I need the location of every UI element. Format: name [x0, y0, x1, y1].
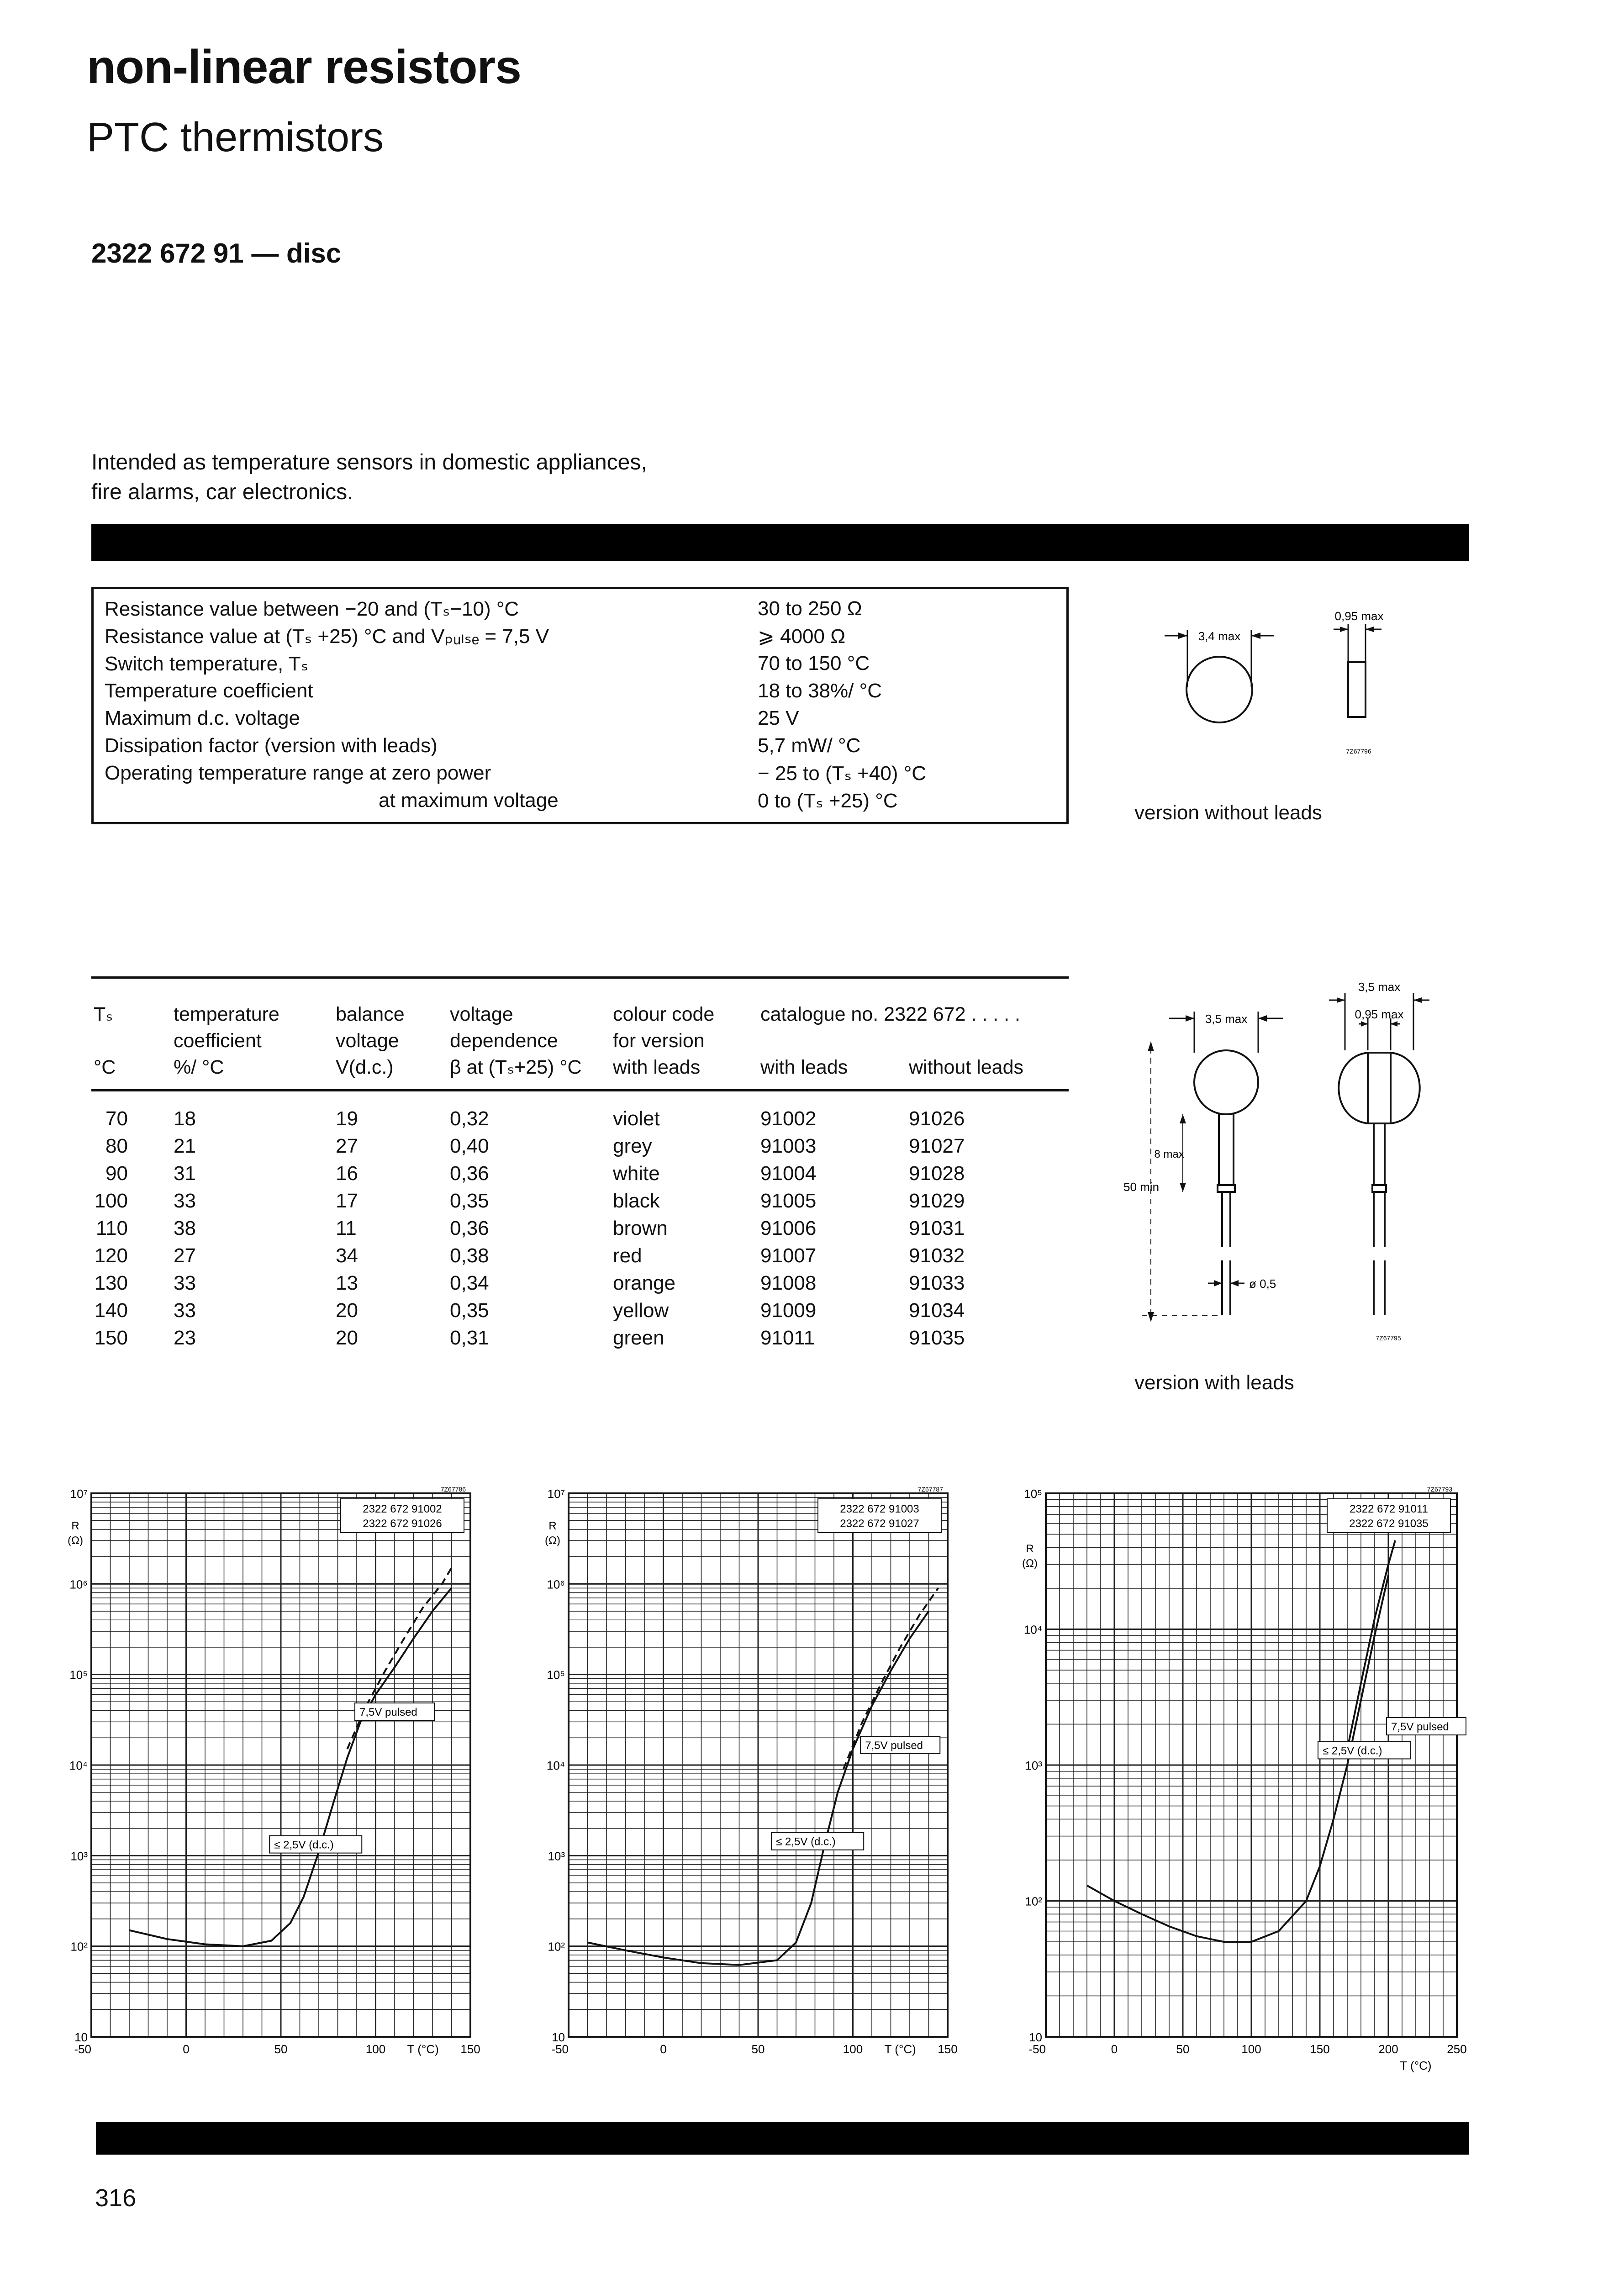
y-tick-label: 10	[74, 2030, 88, 2044]
chart-grid	[91, 1493, 470, 2037]
spec-row	[105, 734, 1064, 762]
cell-with: 91002	[760, 1107, 817, 1130]
y-tick-label: 10⁶	[547, 1577, 565, 1592]
cell-tc: 31	[174, 1162, 196, 1185]
drawing-ref: 7Z67796	[1346, 748, 1371, 755]
col-header-vd-2: dependence	[450, 1030, 558, 1052]
y-axis-label: R	[71, 1520, 79, 1533]
cell-without: 91027	[909, 1135, 965, 1157]
spec-row	[105, 652, 1064, 680]
y-tick-label: 10³	[70, 1849, 88, 1863]
cell-tc: 33	[174, 1299, 196, 1322]
cell-with: 91009	[760, 1299, 817, 1322]
table-rule-header	[91, 1089, 1069, 1091]
spec-row	[105, 680, 1064, 707]
cell-bv: 13	[336, 1272, 358, 1294]
spec-value: ⩾ 4000 Ω	[758, 625, 846, 648]
x-tick-label: 200	[1378, 2042, 1398, 2056]
spec-value: 70 to 150 °C	[758, 652, 870, 675]
spec-row	[105, 789, 1064, 817]
cell-cc: red	[613, 1244, 642, 1267]
x-tick-label: 100	[365, 2042, 386, 2056]
col-header-bv-3: V(d.c.)	[336, 1056, 394, 1078]
x-tick-label: 50	[751, 2042, 765, 2056]
cell-vd: 0,34	[450, 1272, 489, 1294]
col-header-bv-2: voltage	[336, 1030, 399, 1052]
y-tick-label: 10⁶	[69, 1577, 88, 1592]
cell-with: 91005	[760, 1190, 817, 1212]
cell-cc: grey	[613, 1135, 652, 1157]
cell-vd: 0,40	[450, 1135, 489, 1157]
annotation-label: ≤ 2,5V (d.c.)	[776, 1835, 836, 1848]
cell-bv: 34	[336, 1244, 358, 1267]
legend-entry: 2322 672 91026	[363, 1518, 442, 1530]
y-tick-label: 10⁴	[1023, 1623, 1042, 1637]
cell-ts: 150	[94, 1327, 128, 1349]
cell-without: 91031	[909, 1217, 965, 1239]
x-tick-label: 250	[1447, 2042, 1467, 2056]
cell-with: 91004	[760, 1162, 817, 1185]
spec-value: 25 V	[758, 707, 799, 729]
x-tick-label: 100	[843, 2042, 863, 2056]
annotation-label: 7,5V pulsed	[1391, 1721, 1449, 1734]
cell-bv: 19	[336, 1107, 358, 1130]
y-tick-label: 10⁴	[546, 1759, 565, 1772]
x-tick-label: 100	[1241, 2042, 1261, 2056]
col-header-cc-3: with leads	[613, 1056, 701, 1078]
dim-thickness-label: 0,95 max	[1334, 609, 1384, 623]
y-tick-label: 10²	[548, 1940, 565, 1954]
cell-vd: 0,31	[450, 1327, 489, 1349]
spec-label: Resistance value at (Tₛ +25) °C and Vₚᵤₗₛₑ = 7,5 V	[105, 625, 549, 648]
y-axis-unit: (Ω)	[1022, 1557, 1038, 1570]
chart-ref: 7Z67786	[440, 1486, 466, 1493]
chart-grid	[1046, 1493, 1457, 2037]
cell-without: 91035	[909, 1327, 965, 1349]
part-number: 2322 672 91 — disc	[91, 238, 342, 269]
spec-value: 5,7 mW/ °C	[758, 734, 861, 757]
chart-ref: 7Z67793	[1427, 1486, 1452, 1493]
x-tick-label: 150	[1310, 2042, 1330, 2056]
y-tick-label: 10³	[1025, 1759, 1042, 1772]
x-tick-label: 0	[1111, 2042, 1118, 2056]
spec-label: Resistance value between −20 and (Tₛ−10) °C	[105, 598, 519, 620]
col-header-catalogue: catalogue no. 2322 672 . . . . .	[760, 1003, 1020, 1025]
cell-bv: 17	[336, 1190, 358, 1212]
cell-bv: 27	[336, 1135, 358, 1157]
spec-label: Maximum d.c. voltage	[105, 707, 300, 729]
legend-entry: 2322 672 91011	[1350, 1503, 1428, 1515]
legend-entry: 2322 672 91035	[1349, 1518, 1429, 1530]
annotation-label: ≤ 2,5V (d.c.)	[274, 1839, 334, 1851]
cell-bv: 16	[336, 1162, 358, 1185]
spec-value: − 25 to (Tₛ +40) °C	[758, 762, 927, 785]
y-axis-unit: (Ω)	[545, 1534, 560, 1547]
spec-value: 30 to 250 Ω	[758, 597, 862, 620]
x-tick-label: -50	[551, 2042, 569, 2056]
col-header-vd-3: β at (Tₛ+25) °C	[450, 1056, 582, 1078]
y-axis-label: R	[548, 1520, 557, 1533]
spec-row	[105, 625, 1064, 652]
annotation-label: 7,5V pulsed	[359, 1706, 417, 1719]
cell-tc: 33	[174, 1190, 196, 1212]
col-header-cat-with: with leads	[760, 1056, 848, 1078]
cell-ts: 100	[94, 1190, 128, 1212]
dim-thickness-label: 0,95 max	[1355, 1007, 1404, 1021]
chart-grid	[569, 1493, 948, 2037]
cell-ts: 110	[95, 1217, 128, 1239]
cell-bv: 11	[336, 1217, 357, 1239]
cell-ts: 120	[94, 1244, 128, 1267]
dim-diameter-label: 3,4 max	[1198, 629, 1241, 643]
x-tick-label: 50	[274, 2042, 288, 2056]
spec-label: at maximum voltage	[379, 789, 559, 812]
spec-row	[105, 762, 1064, 789]
cell-without: 91033	[909, 1272, 965, 1294]
cell-cc: white	[613, 1162, 660, 1185]
col-header-cc-1: colour code	[613, 1003, 715, 1025]
cell-vd: 0,35	[450, 1299, 489, 1322]
drawing-with-leads	[1114, 973, 1461, 1347]
y-tick-label: 10³	[548, 1849, 565, 1863]
y-tick-label: 10²	[1025, 1894, 1042, 1908]
caption-without-leads: version without leads	[1134, 801, 1322, 824]
dim-diameter-label: 3,5 max	[1205, 1012, 1248, 1026]
x-axis-label: T (°C)	[1400, 2059, 1432, 2072]
intro-line-1: Intended as temperature sensors in domestic appliances,	[91, 450, 647, 474]
cell-cc: orange	[613, 1272, 676, 1294]
x-tick-label: 150	[460, 2042, 480, 2056]
cell-with: 91003	[760, 1135, 817, 1157]
cell-without: 91032	[909, 1244, 965, 1267]
spec-label: Temperature coefficient	[105, 680, 313, 702]
intro-line-2: fire alarms, car electronics.	[91, 480, 353, 504]
spec-value: 18 to 38%/ °C	[758, 680, 882, 702]
cell-cc: black	[613, 1190, 660, 1212]
col-header-bv-1: balance	[336, 1003, 405, 1025]
col-header-cc-2: for version	[613, 1030, 705, 1052]
col-header-vd-1: voltage	[450, 1003, 513, 1025]
y-tick-label: 10⁷	[70, 1487, 88, 1501]
page-number: 316	[95, 2184, 137, 2212]
spec-row	[105, 597, 1064, 625]
x-axis-label: T (°C)	[884, 2042, 916, 2056]
cell-with: 91006	[760, 1217, 817, 1239]
y-tick-label: 10⁵	[547, 1668, 565, 1682]
resistance-temperature-chart	[541, 1484, 975, 2087]
cell-cc: violet	[613, 1107, 660, 1130]
spec-label: Switch temperature, Tₛ	[105, 653, 308, 675]
section-bar-top	[91, 524, 1469, 561]
y-tick-label: 10⁵	[69, 1668, 88, 1682]
drawing-without-leads	[1114, 607, 1443, 772]
chart-ref: 7Z67787	[917, 1486, 943, 1493]
col-header-tc-3: %/ °C	[174, 1056, 224, 1078]
annotation-label: 7,5V pulsed	[865, 1739, 923, 1752]
cell-ts: 130	[94, 1272, 128, 1294]
legend-entry: 2322 672 91002	[363, 1503, 442, 1515]
y-axis-label: R	[1026, 1542, 1034, 1555]
cell-vd: 0,36	[450, 1217, 489, 1239]
cell-tc: 38	[174, 1217, 196, 1239]
cell-vd: 0,36	[450, 1162, 489, 1185]
x-tick-label: 150	[938, 2042, 958, 2056]
col-header-ts-unit: °C	[94, 1056, 116, 1078]
cell-vd: 0,38	[450, 1244, 489, 1267]
cell-tc: 18	[174, 1107, 196, 1130]
cell-tc: 23	[174, 1327, 196, 1349]
cell-without: 91034	[909, 1299, 965, 1322]
cell-without: 91026	[909, 1107, 965, 1130]
col-header-cat-without: without leads	[909, 1056, 1023, 1078]
cell-without: 91029	[909, 1190, 965, 1212]
cell-cc: green	[613, 1327, 664, 1349]
x-tick-label: 0	[183, 2042, 190, 2056]
spec-value: 0 to (Tₛ +25) °C	[758, 790, 898, 812]
cell-cc: yellow	[613, 1299, 669, 1322]
cell-tc: 33	[174, 1272, 196, 1294]
dim-lead-length-label: 50 min	[1123, 1180, 1160, 1194]
spec-label: Dissipation factor (version with leads)	[105, 734, 438, 757]
x-tick-label: 0	[660, 2042, 667, 2056]
cell-ts: 140	[94, 1299, 128, 1322]
drawing-ref: 7Z67795	[1376, 1334, 1401, 1342]
spec-row	[105, 707, 1064, 734]
y-tick-label: 10⁷	[547, 1487, 565, 1501]
cell-without: 91028	[909, 1162, 965, 1185]
page-title: non-linear resistors	[87, 41, 521, 94]
dim-width-label: 3,5 max	[1358, 980, 1401, 994]
legend-entry: 2322 672 91027	[840, 1518, 919, 1530]
x-tick-label: 50	[1176, 2042, 1190, 2056]
cell-cc: brown	[613, 1217, 668, 1239]
y-tick-label: 10	[552, 2030, 565, 2044]
spec-label: Operating temperature range at zero power	[105, 762, 491, 784]
y-tick-label: 10²	[70, 1940, 88, 1954]
cell-vd: 0,35	[450, 1190, 489, 1212]
legend-entry: 2322 672 91003	[840, 1503, 919, 1515]
cell-tc: 21	[174, 1135, 196, 1157]
cell-ts: 80	[105, 1135, 128, 1157]
resistance-temperature-chart	[1018, 1484, 1484, 2087]
cell-ts: 70	[105, 1107, 128, 1130]
y-tick-label: 10⁴	[69, 1759, 88, 1772]
cell-tc: 27	[174, 1244, 196, 1267]
col-header-tc-2: coefficient	[174, 1030, 262, 1052]
y-tick-label: 10	[1029, 2030, 1042, 2044]
table-rule-top	[91, 976, 1069, 979]
cell-bv: 20	[336, 1327, 358, 1349]
y-tick-label: 10⁵	[1024, 1487, 1042, 1501]
caption-with-leads: version with leads	[1134, 1371, 1294, 1394]
y-axis-unit: (Ω)	[68, 1534, 83, 1547]
annotation-label: ≤ 2,5V (d.c.)	[1323, 1745, 1382, 1757]
cell-bv: 20	[336, 1299, 358, 1322]
cell-ts: 90	[105, 1162, 128, 1185]
x-tick-label: -50	[74, 2042, 91, 2056]
resistance-temperature-chart	[64, 1484, 498, 2087]
cell-with: 91008	[760, 1272, 817, 1294]
x-tick-label: -50	[1028, 2042, 1046, 2056]
cell-vd: 0,32	[450, 1107, 489, 1130]
dim-lead-diameter-label: ø 0,5	[1249, 1277, 1276, 1291]
col-header-ts: Tₛ	[94, 1003, 113, 1025]
cell-with: 91011	[760, 1327, 815, 1349]
section-bar-bottom	[96, 2122, 1469, 2155]
dim-neck-label: 8 max	[1154, 1148, 1184, 1160]
cell-with: 91007	[760, 1244, 817, 1267]
page-subtitle: PTC thermistors	[87, 115, 384, 160]
col-header-tc-1: temperature	[174, 1003, 279, 1025]
x-axis-label: T (°C)	[407, 2042, 439, 2056]
spec-box	[91, 587, 1069, 824]
